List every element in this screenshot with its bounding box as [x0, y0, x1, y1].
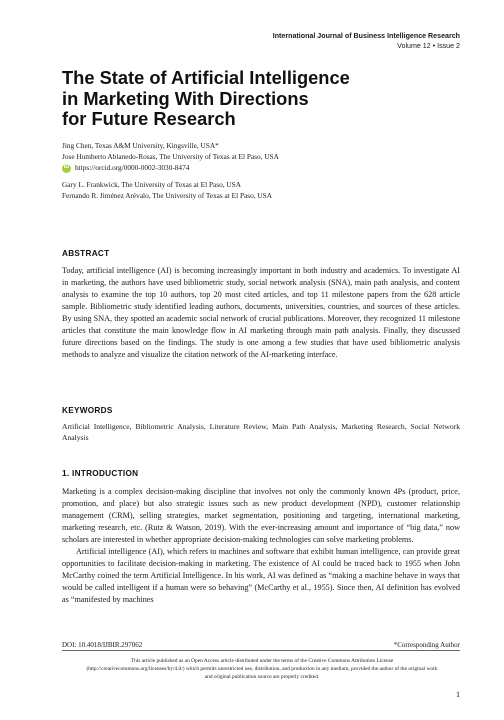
- title-line: The State of Artificial Intelligence: [62, 67, 350, 88]
- doi: DOI: 10.4018/IJBIR.297062: [62, 641, 143, 649]
- license-notice: This article published as an Open Access article distributed under the terms of the Creative Commons Attribution License (http://creativecommons.org/licenses/by/4.0/) which permits unrestricted use, distribution, and production in any medium, provided the author of the original work and original publication source are properly credited.: [86, 658, 438, 680]
- article-title: [62, 68, 462, 130]
- author-list: [62, 140, 462, 201]
- journal-header: [273, 31, 460, 51]
- author-entry: Jing Chen, Texas A&M University, Kingsville, USA*: [62, 141, 219, 150]
- introduction-heading: 1. INTRODUCTION: [62, 469, 139, 478]
- journal-volume: Volume 12 • Issue 2: [397, 42, 460, 50]
- author-entry: Fernando R. Jiménez Arévalo, The University of Texas at El Paso, USA: [62, 190, 272, 200]
- orcid-link[interactable]: https://orcid.org/0000-0002-3030-8474: [75, 163, 190, 173]
- page-number: 1: [456, 690, 460, 699]
- keywords-heading: KEYWORDS: [62, 406, 113, 415]
- introduction-paragraph: Marketing is a complex decision-making discipline that involves not only the commonly known 4Ps (product, price, promotion, and place) but also strategic issues such as new product development (NPD), customer relationship management (CRM), selling strategies, market segmentation, positioning and targeting, international marketing, marketing research, etc. (Rutz & Watson, 2019). With the ever-increasing amount and importance of “big data,” now scholars are interested in whether appropriate decision-making technologies can solve marketing problems.: [62, 487, 460, 544]
- abstract-text: Today, artificial intelligence (AI) is becoming increasingly important in both industry and academics. To investigate AI in marketing, the authors have used bibliometric study, social network analysis (SNA), main path analysis, and content analysis to examine the top 10 authors, top 20 most cited articles, and top 11 milestone papers from the 628 article sample. Bibliometric study identified leading authors, documents, universities, countries, and sources of these articles. By using SNA, they spotted an academic social network of crucial publications. Moreover, they recognized 11 milestone articles that constitute the main knowledge flow in AI marketing through main path analysis. Finally, they discussed future directions based on the findings. The study is one among a few studies that have used bibliometric analysis methods to analyze and visualize the citation network of the AI-marketing interface.: [62, 266, 460, 359]
- title-line: for Future Research: [62, 108, 236, 129]
- title-line: in Marketing With Directions: [62, 87, 309, 109]
- author-entry: Gary L. Frankwick, The University of Texas at El Paso, USA: [62, 179, 241, 189]
- orcid-line: [62, 162, 462, 173]
- corresponding-author-note: *Corresponding Author: [393, 641, 460, 649]
- journal-name: International Journal of Business Intelligence Research: [272, 32, 460, 40]
- introduction-paragraph: Artificial intelligence (AI), which refers to machines and software that exhibit human intelligence, can provide great opportunities to facilitate decision-making in marketing. The existence of AI could be traced back to 1955 when John McCarthy coined the term Artificial Intelligence. In his work, AI was defined as “making a machine behave in ways that would be called intelligent if a human were so behaving” (McCarthy et al., 1955). Since then, AI definition has evolved as “manifested by machines: [62, 547, 460, 604]
- keywords-text: Artificial Intelligence, Bibliometric Analysis, Literature Review, Main Path Analysis, Marketing Research, Social Network Analysis: [62, 422, 460, 442]
- author-entry: Jose Humberto Ablanedo-Rosas, The University of Texas at El Paso, USA: [62, 152, 279, 162]
- orcid-icon: iD: [62, 164, 71, 173]
- abstract-heading: ABSTRACT: [62, 249, 110, 258]
- footer-divider: [62, 650, 460, 651]
